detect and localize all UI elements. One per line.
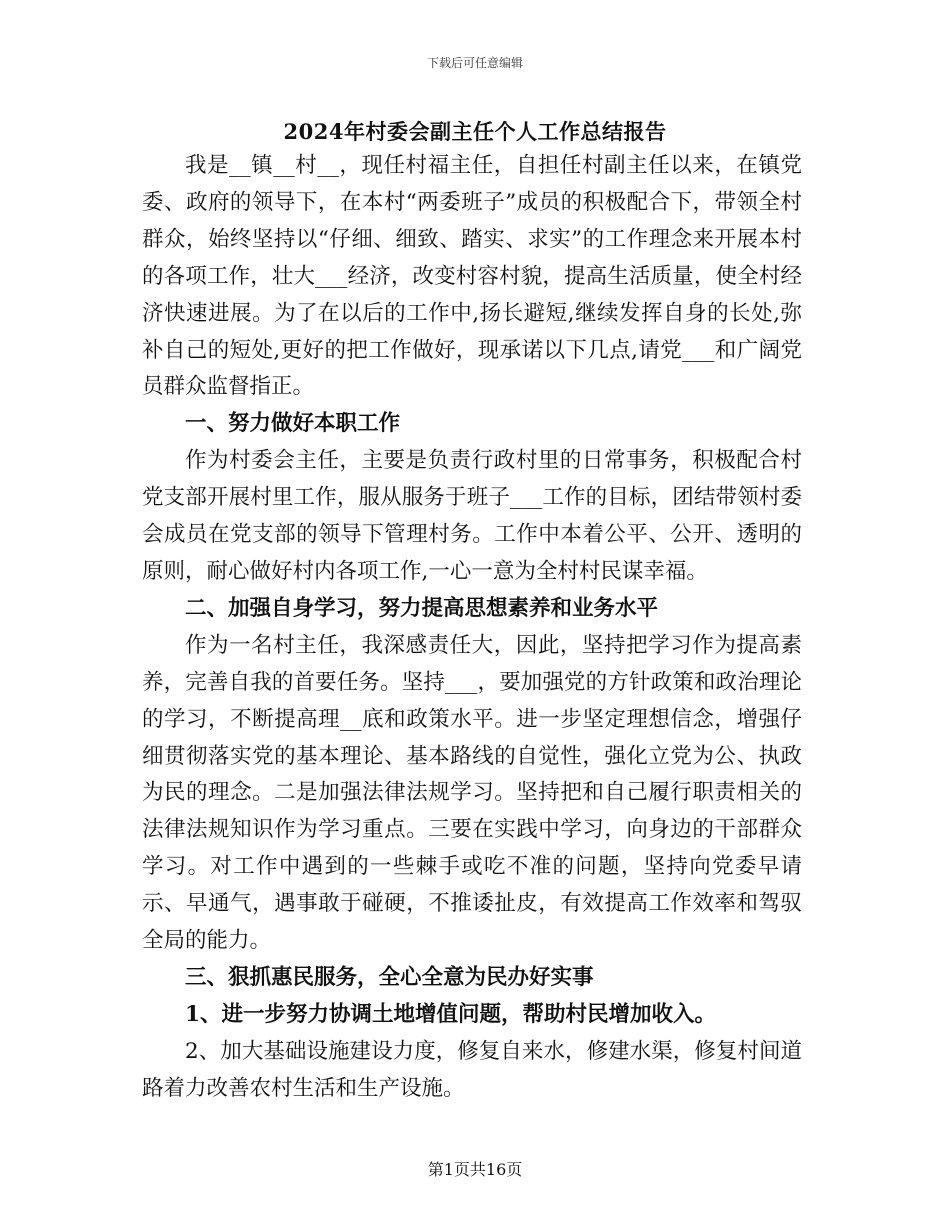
paragraph-section-2: 作为一名村主任，我深感责任大，因此，坚持把学习作为提高素养，完善自我的首要任务。坚持___，要加强党的方针政策和政治理论的学习，不断提高理__底和政策水平。进一步坚定理想信念，增强仔细贯彻落实党的基本理论、基本路线的自觉性，强化立党为公、执政为民的理念。二是加强法律法规学习。坚持把和自己履行职责相关的法律法规知识作为学习重点。三要在实践中学习，向身边的干部群众学习。对工作中遇到的一些棘手或吃不准的问题，坚持向党委早请示、早通气，遇事敢于碰硬，不推诿扯皮，有效提高工作效率和驾驭全局的能力。	[142, 632, 802, 954]
paragraph-intro: 我是__镇__村__，现任村福主任，自担任村副主任以来，在镇党委、政府的领导下，在本村“两委班子”成员的积极配合下，带领全村群众，始终坚持以“仔细、细致、踏实、求实”的工作理念来开展本村的各项工作，壮大___经济，改变村容村貌，提高生活质量，使全村经济快速进展。为了在以后的工作中,扬长避短,继续发挥自身的长处,弥补自己的短处,更好的把工作做好，现承诺以下几点,请党___和广阔党员群众监督指正。	[142, 153, 802, 400]
document-body	[142, 148, 802, 1108]
paragraph-item-2: 2、加大基础设施建设力度，修复自来水，修建水渠，修复村间道路着力改善农村生活和生产设施。	[142, 1038, 802, 1101]
subheading-item-1: 1、进一步努力协调土地增值问题，帮助村民增加收入。	[185, 1001, 716, 1027]
section-heading-3: 三、狠抓惠民服务，全心全意为民办好实事	[185, 964, 594, 990]
document-title: 2024年村委会副主任个人工作总结报告	[283, 119, 667, 144]
section-heading-2: 二、加强自身学习，努力提高思想素养和业务水平	[185, 595, 659, 621]
page-number-footer: 第1页共16页	[427, 1160, 523, 1179]
paragraph-section-1: 作为村委会主任，主要是负责行政村里的日常事务，积极配合村党支部开展村里工作，服从服务于班子___工作的目标，团结带领村委会成员在党支部的领导下管理村务。工作中本着公平、公开、透明的原则，耐心做好村内各项工作,一心一意为全村村民谋幸福。	[142, 448, 802, 584]
header-note: 下载后可任意编辑	[426, 56, 523, 70]
section-heading-1: 一、努力做好本职工作	[185, 411, 401, 437]
